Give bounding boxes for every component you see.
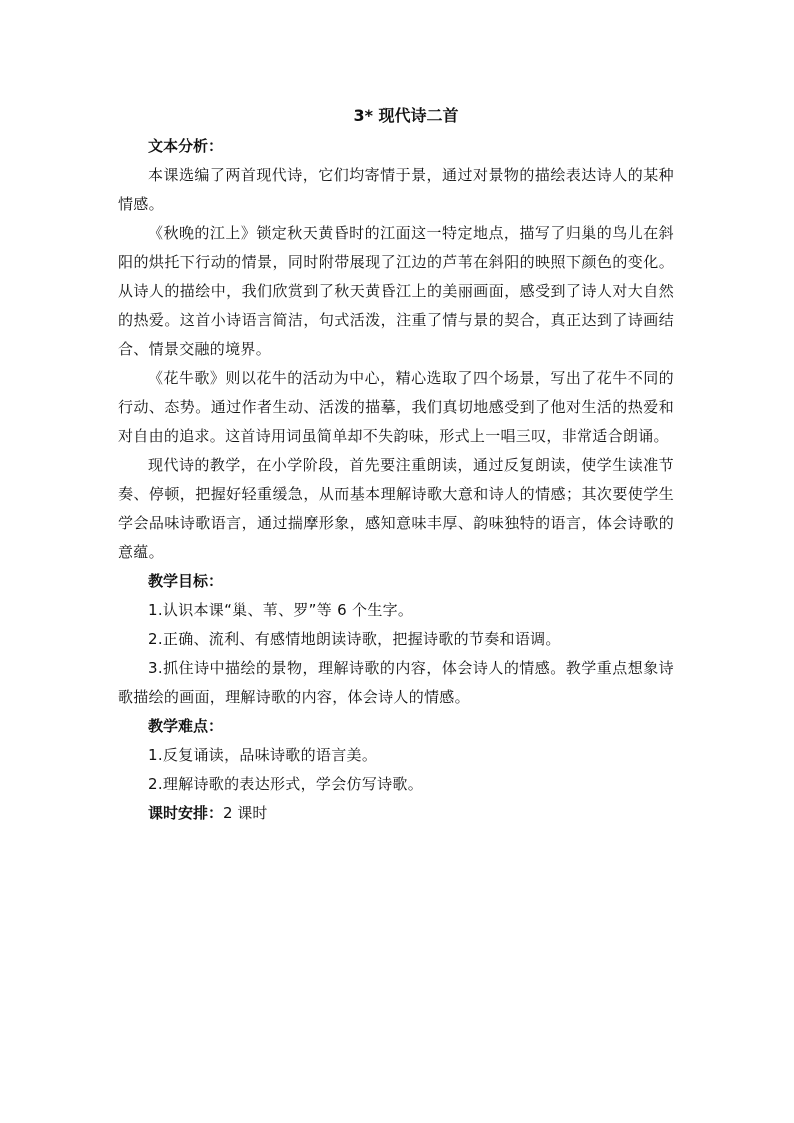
- lesson-schedule-value: 2 课时: [223, 804, 268, 822]
- analysis-paragraph: 本课选编了两首现代诗，它们均寄情于景，通过对景物的描绘表达诗人的某种情感。: [118, 166, 674, 213]
- analysis-paragraph: 《花牛歌》则以花牛的活动为中心，精心选取了四个场景，写出了花牛不同的行动、态势。通过作者生动、活泼的描摹，我们真切地感受到了他对生活的热爱和对自由的追求。这首诗用词虽简单却不失韵味，形式上一唱三叹，非常适合朗诵。: [118, 369, 674, 445]
- objectives-heading: 教学目标：: [148, 572, 224, 590]
- text-analysis-heading: 文本分析：: [148, 137, 224, 155]
- objective-item: 2.正确、流利、有感情地朗读诗歌，把握诗歌的节奏和语调。: [148, 630, 561, 648]
- difficulty-item: 1.反复诵读，品味诗歌的语言美。: [148, 746, 378, 764]
- difficulty-item: 2.理解诗歌的表达形式，学会仿写诗歌。: [148, 775, 424, 793]
- objective-item: 1.认识本课“巢、苇、罗”等 6 个生字。: [148, 601, 414, 619]
- document-body: [118, 100, 674, 828]
- difficulties-heading: 教学难点：: [148, 717, 224, 735]
- lesson-schedule: [118, 799, 674, 828]
- objective-item: 3.抓住诗中描绘的景物，理解诗歌的内容，体会诗人的情感。教学重点想象诗歌描绘的画面，理解诗歌的内容，体会诗人的情感。: [118, 659, 674, 706]
- page-title: 3* 现代诗二首: [353, 106, 459, 125]
- lesson-schedule-label: 课时安排：: [148, 804, 224, 822]
- analysis-paragraph: 《秋晚的江上》锁定秋天黄昏时的江面这一特定地点，描写了归巢的鸟儿在斜阳的烘托下行动的情景，同时附带展现了江边的芦苇在斜阳的映照下颜色的变化。从诗人的描绘中，我们欣赏到了秋天黄昏江上的美丽画面，感受到了诗人对大自然的热爱。这首小诗语言简洁，句式活泼，注重了情与景的契合，真正达到了诗画结合、情景交融的境界。: [118, 224, 674, 358]
- analysis-paragraph: 现代诗的教学，在小学阶段，首先要注重朗读，通过反复朗读，使学生读准节奏、停顿，把握好轻重缓急，从而基本理解诗歌大意和诗人的情感；其次要使学生学会品味诗歌语言，通过揣摩形象，感知意味丰厚、韵味独特的语言，体会诗歌的意蕴。: [118, 456, 674, 561]
